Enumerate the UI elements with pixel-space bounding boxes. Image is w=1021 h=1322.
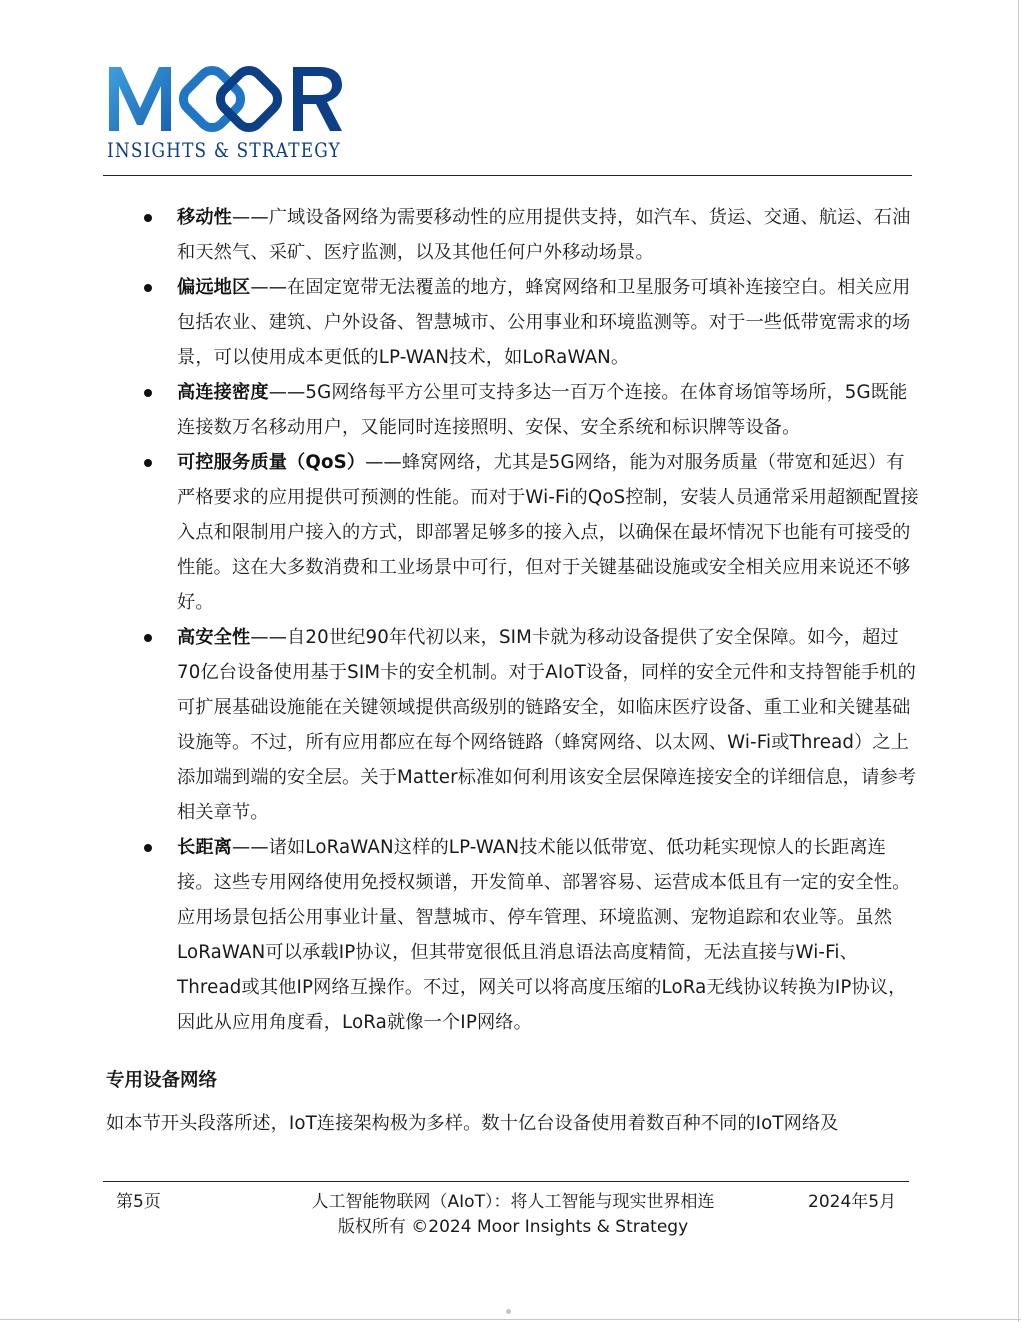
- page-edge-right: [1018, 0, 1019, 1322]
- bullet-item-qos: [140, 445, 920, 620]
- bullet-text: ——5G网络每平方公里可支持多达一百万个连接。在体育场馆等场所，5G既能连接数万名移动用户，又能同时连接照明、安保、安全系统和标识牌等设备。: [177, 382, 908, 438]
- bullet-dot-icon: [144, 389, 152, 397]
- bullet-dot-icon: [144, 214, 152, 222]
- bullet-text: ——自20世纪90年代初以来，SIM卡就为移动设备提供了安全保障。如今，超过70亿台设备使用基于SIM卡的安全机制。对于AIoT设备，同样的安全元件和支持智能手机的可扩展基础设施能在关键领域提供高级别的链路安全，如临床医疗设备、重工业和关键基础设施等。不过，所有应用都应在每个网络链路（蜂窝网络、以太网、Wi-Fi或Thread）之上添加端到端的安全层。关于Matter标准如何利用该安全层保障连接安全的详细信息，请参考相关章节。: [177, 627, 917, 823]
- body-paragraph: 如本节开头段落所述，IoT连接架构极为多样。数十亿台设备使用着数百种不同的IoT网络及: [106, 1113, 839, 1134]
- bullet-dot-icon: [144, 459, 152, 467]
- bullet-dot-icon: [144, 634, 152, 642]
- bullet-item-connection-density: [140, 375, 920, 445]
- bullet-term: 高连接密度: [177, 382, 269, 403]
- bullet-item-security: [140, 620, 920, 830]
- bullet-text: ——蜂窝网络，尤其是5G网络，能为对服务质量（带宽和延迟）有严格要求的应用提供可预测的性能。而对于Wi-Fi的QoS控制，安装人员通常采用超额配置接入点和限制用户接入的方式，即部署足够多的接入点，以确保在最坏情况下也能有可接受的性能。这在大多数消费和工业场景中可行，但对于关键基础设施或安全相关应用来说还不够好。: [177, 452, 919, 613]
- scroll-indicator[interactable]: [506, 1309, 511, 1314]
- footer-document-title: 人工智能物联网（AIoT）：将人工智能与现实世界相连: [311, 1192, 715, 1212]
- header-divider: [103, 175, 912, 176]
- bullet-text: ——在固定宽带无法覆盖的地方，蜂窝网络和卫星服务可填补连接空白。相关应用包括农业、建筑、户外设备、智慧城市、公用事业和环境监测等。对于一些低带宽需求的场景，可以使用成本更低的LP-WAN技术，如LoRaWAN。: [177, 277, 911, 368]
- bullet-item-long-range: [140, 830, 920, 1040]
- footer-divider: [103, 1181, 909, 1182]
- section-heading: 专用设备网络: [106, 1070, 218, 1091]
- bullet-term: 可控服务质量（QoS）: [177, 452, 366, 473]
- bullet-term: 高安全性: [177, 627, 251, 648]
- footer-date: 2024年5月: [808, 1192, 897, 1212]
- bullet-list: [140, 200, 920, 1040]
- footer-copyright: 版权所有 ©2024 Moor Insights & Strategy: [337, 1217, 689, 1237]
- bullet-term: 长距离: [177, 837, 233, 858]
- page-edge-bottom: [0, 1319, 1021, 1320]
- bullet-term: 偏远地区: [177, 277, 251, 298]
- logo-tagline: INSIGHTS & STRATEGY: [107, 138, 341, 162]
- bullet-text: ——诸如LoRaWAN这样的LP-WAN技术能以低带宽、低功耗实现惊人的长距离连接。这些专用网络使用免授权频谱，开发简单、部署容易、运营成本低且有一定的安全性。应用场景包括公用事业计量、智慧城市、停车管理、环境监测、宠物追踪和农业等。虽然LoRaWAN可以承载IP协议，但其带宽很低且消息语法高度精简，无法直接与Wi-Fi、Thread或其他IP网络互操作。不过，网关可以将高度压缩的LoRa无线协议转换为IP协议，因此从应用角度看，LoRa就像一个IP网络。: [177, 837, 911, 1033]
- bullet-item-remote-areas: [140, 270, 920, 375]
- footer-page-number: 第5页: [116, 1192, 161, 1212]
- bullet-dot-icon: [144, 844, 152, 852]
- bullet-item-mobility: [140, 200, 920, 270]
- bullet-dot-icon: [144, 284, 152, 292]
- bullet-term: 移动性: [177, 207, 233, 228]
- bullet-text: ——广域设备网络为需要移动性的应用提供支持，如汽车、货运、交通、航运、石油和天然气、采矿、医疗监测，以及其他任何户外移动场景。: [177, 207, 911, 263]
- moor-insights-logo: [106, 58, 346, 162]
